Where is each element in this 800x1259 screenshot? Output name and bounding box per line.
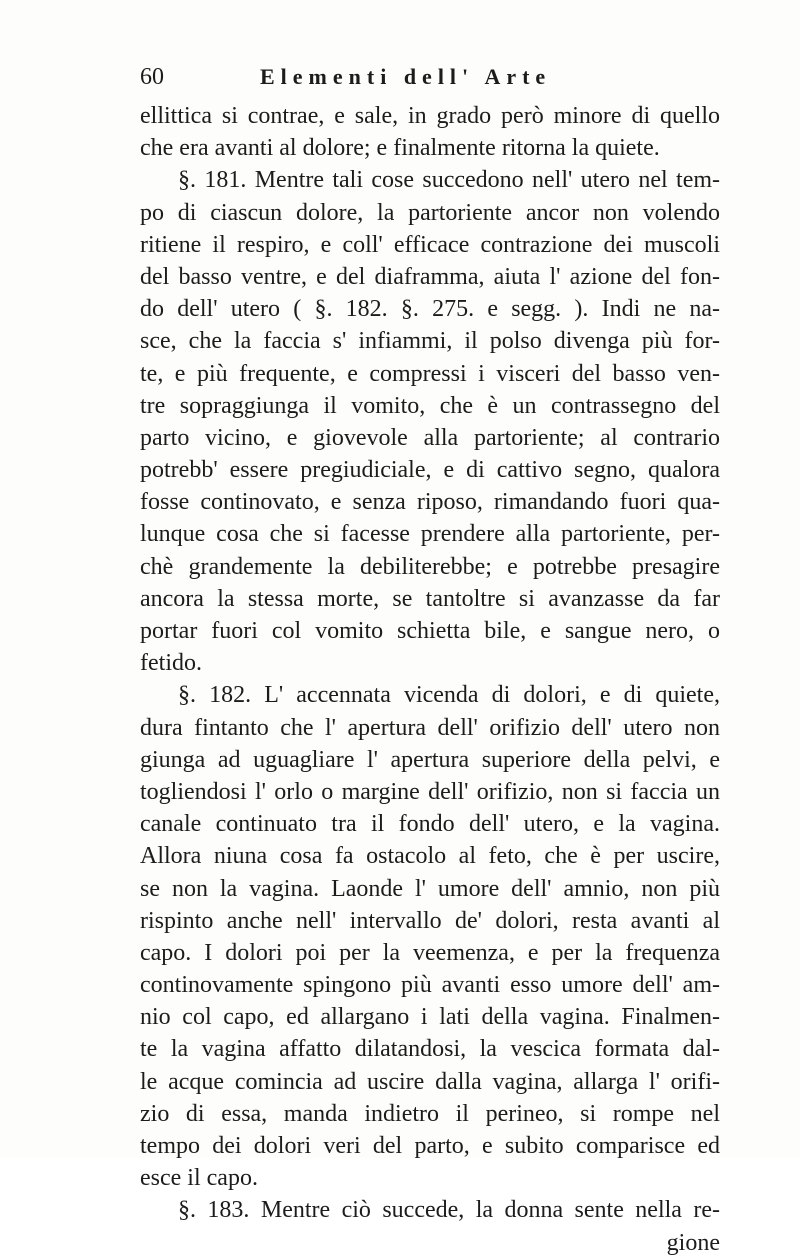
text-line: canale continuato tra il fondo dell' utero, e la vagina. [140, 811, 720, 838]
text-line: nio col capo, ed allargano i lati della vagina. Finalmen- [140, 1004, 720, 1031]
text-line: le acque comincia ad uscire dalla vagina, allarga l' orifi- [140, 1068, 720, 1095]
text-line: potrebb' essere pregiudiciale, e di cattivo segno, qualora [140, 457, 720, 484]
text-line: tempo dei dolori veri del parto, e subito comparisce ed [140, 1133, 720, 1159]
text-line: fetido. [140, 650, 202, 677]
text-line: fosse continovato, e senza riposo, rimandando fuori qua- [140, 489, 720, 516]
body-text [140, 100, 720, 1259]
text-line: rispinto anche nell' intervallo de' dolori, resta avanti al [140, 907, 720, 934]
text-line: do dell' utero ( §. 182. §. 275. e segg. ). Indi ne na- [140, 296, 720, 323]
running-title: Elementi dell' Arte [260, 64, 552, 89]
text-line: portar fuori col vomito schietta bile, e sangue nero, o [140, 618, 720, 644]
text-line: se non la vagina. Laonde l' umore dell' amnio, non più [140, 875, 720, 902]
text-line: tre sopraggiunga il vomito, che è un contrassegno del [140, 392, 720, 419]
text-line: lunque cosa che si facesse prendere alla partoriente, per- [140, 521, 720, 548]
text-line: giunga ad uguagliare l' apertura superiore della pelvi, e [140, 746, 720, 773]
text-line: zio di essa, manda indietro il perineo, si rompe nel [140, 1100, 720, 1127]
page-number: 60 [140, 64, 164, 90]
text-line: parto vicino, e giovevole alla partoriente; al contrario [140, 424, 720, 451]
text-line: continovamente spingono più avanti esso umore dell' am- [140, 972, 720, 999]
paragraph-182-start: §. 182. L' accennata vicenda di dolori, e di quiete, [178, 682, 720, 709]
text-line: te, e più frequente, e compressi i visceri del basso ven- [140, 360, 720, 387]
text-line: del basso ventre, e del diaframma, aiuta l' azione del fon- [140, 263, 720, 290]
text-line: te la vagina affatto dilatandosi, la vescica formata dal- [140, 1036, 720, 1063]
text-line: esce il capo. [140, 1165, 258, 1192]
paragraph-183-start: §. 183. Mentre ciò succede, la donna sente nella re- [178, 1197, 720, 1224]
text-line: Allora niuna cosa fa ostacolo al feto, che è per uscire, [140, 843, 720, 870]
text-line: dura fintanto che l' apertura dell' orifizio dell' utero non [140, 714, 720, 741]
text-line: ellittica si contrae, e sale, in grado però minore di quello [140, 103, 720, 129]
page-header [140, 64, 710, 104]
text-line: che era avanti al dolore; e finalmente ritorna la quiete. [140, 135, 660, 162]
text-line: togliendosi l' orlo o margine dell' orifizio, non si faccia un [140, 778, 720, 805]
text-line: po di ciascun dolore, la partoriente ancor non volendo [140, 199, 720, 226]
text-line: ancora la stessa morte, se tantoltre si avanzasse da far [140, 585, 720, 612]
text-line: sce, che la faccia s' infiammi, il polso divenga più for- [140, 328, 720, 355]
catchword: gione [666, 1229, 720, 1256]
paragraph-181-start: §. 181. Mentre tali cose succedono nell' utero nel tem- [178, 167, 720, 194]
text-line: capo. I dolori poi per la veemenza, e per la frequenza [140, 939, 720, 966]
text-line: chè grandemente la debiliterebbe; e potrebbe presagire [140, 553, 720, 580]
text-line: ritiene il respiro, e coll' efficace contrazione dei muscoli [140, 231, 720, 258]
